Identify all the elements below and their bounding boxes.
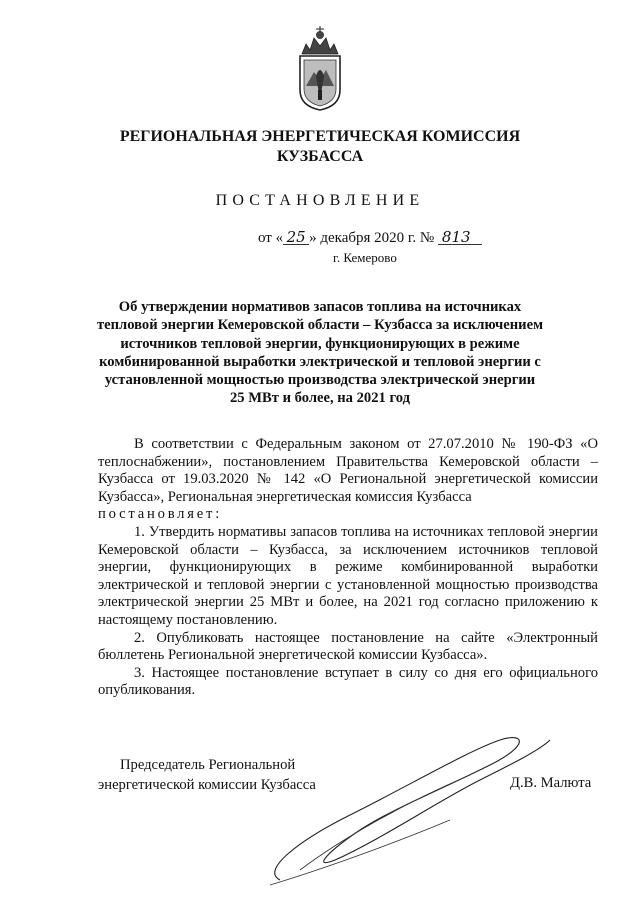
subject-line: Об утверждении нормативов запасов топлива на источниках <box>118 299 522 315</box>
document-type-title: ПОСТАНОВЛЕНИЕ <box>215 192 425 209</box>
date-day-handwritten: 25 <box>283 230 309 245</box>
subject-line: 25 МВт и более, на 2021 год <box>230 390 410 407</box>
decree-word: постановляет: <box>98 506 223 523</box>
date-suffix: » декабря 2020 г. № <box>309 230 435 246</box>
coat-of-arms-icon <box>296 26 344 112</box>
item-paragraph-3: 3. Настоящее постановление вступает в силу со дня его официального опубликования. <box>98 664 598 699</box>
subject-line: комбинированной выработки электрической и тепловой энергии с <box>99 353 541 370</box>
preamble-paragraph: В соответствии с Федеральным законом от 27.07.2010 № 190-ФЗ «О теплоснабжении», постановлением Правительства Кемеровской области – Кузбасса от 19.03.2020 № 142 «О Региональной энергетической комиссии Кузбасса», Региональная энергетическая комиссия Кузбасса <box>98 436 598 505</box>
subject-line: тепловой энергии Кемеровской области – Кузбасса за исключением <box>96 317 544 334</box>
subject-line: установленной мощностью производства электрической энергии <box>104 372 536 389</box>
document-body <box>98 436 598 700</box>
subject-line: источников тепловой энергии, функционирующих в режиме <box>120 335 520 352</box>
item-paragraph-1: 1. Утвердить нормативы запасов топлива на источниках тепловой энергии Кемеровской области – Кузбасса, за исключением источников тепловой энергии, функционирующих в режиме комбинированной выработки электрической и тепловой энергии с установленной мощностью производства электрической энергии 25 МВт и более, на 2021 год согласно приложению к настоящему постановлению. <box>98 523 598 628</box>
city: г. Кемерово <box>333 250 397 265</box>
handwritten-signature <box>240 720 570 890</box>
org-name-line2: КУЗБАССА <box>276 148 364 165</box>
document-number-handwritten: 813 <box>438 230 482 245</box>
document-subject <box>90 298 550 408</box>
position-line1: Председатель Региональной <box>120 757 296 773</box>
org-name-line1: РЕГИОНАЛЬНАЯ ЭНЕРГЕТИЧЕСКАЯ КОМИССИЯ <box>119 128 521 145</box>
position-line2: энергетической комиссии Кузбасса <box>98 777 316 793</box>
date-number-line <box>258 230 482 247</box>
date-prefix: от « <box>258 230 284 246</box>
item-paragraph-2: 2. Опубликовать настоящее постановление на сайте «Электронный бюллетень Региональной энергетической комиссии Кузбасса». <box>98 629 598 664</box>
signatory-name: Д.В. Малюта <box>510 775 592 791</box>
